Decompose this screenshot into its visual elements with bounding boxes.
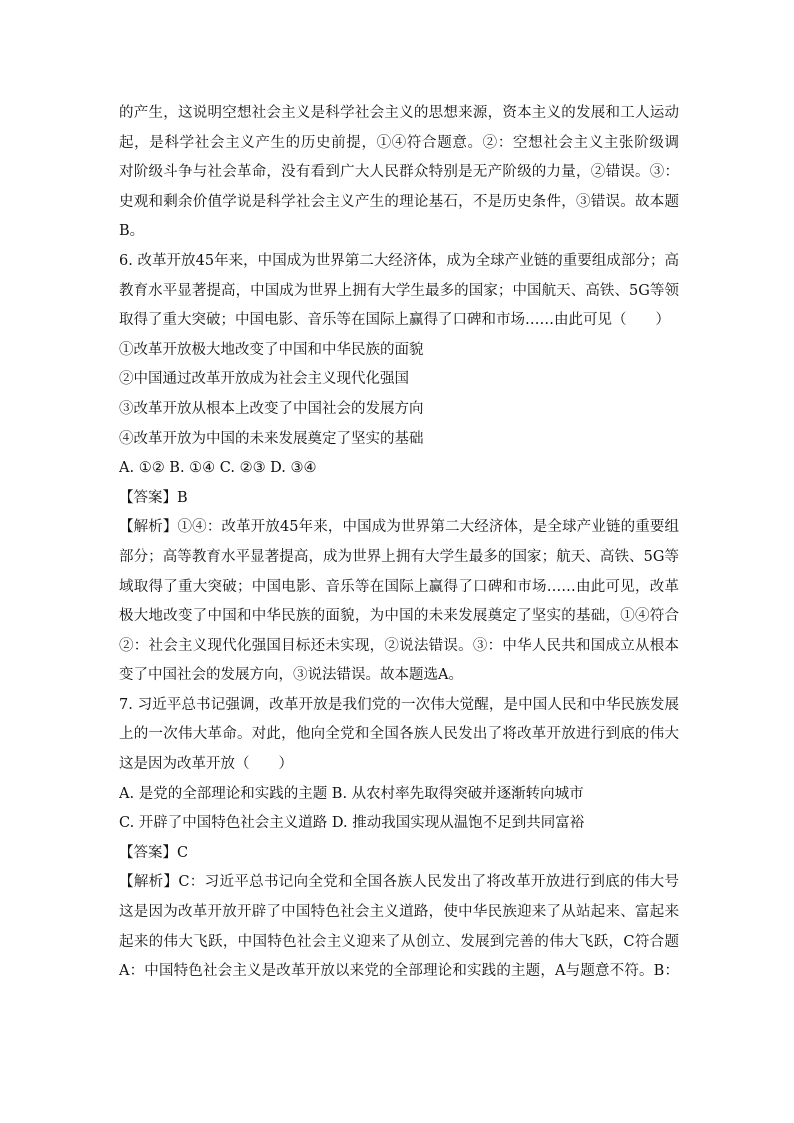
text-line: 的产生，这说明空想社会主义是科学社会主义的思想来源，资本主义的发展和工人运动 — [119, 105, 679, 121]
question-7-analysis: A：中国特色社会主义是改革开放以来党的全部理论和实践的主题，A与题意不符。B： — [119, 963, 679, 980]
question-6-stem: 教育水平显著提高，中国成为世界上拥有大学生最多的国家；中国航天、高铁、5G等领 — [119, 282, 679, 299]
question-6-analysis: 变了中国社会的发展方向，③说法错误。故本题选A。 — [119, 667, 463, 684]
question-6-answer: 【答案】B — [119, 489, 188, 506]
question-7-stem: 7. 习近平总书记强调，改革开放是我们党的一次伟大觉醒，是中国人民和中华民族发展 — [119, 696, 679, 713]
question-6-statement-3: ③改革开放从根本上改变了中国社会的发展方向 — [119, 400, 424, 417]
question-6-statement-1: ①改革开放极大地改变了中国和中华民族的面貌 — [119, 341, 424, 358]
question-7-stem: 这是因为改革开放（ ） — [119, 756, 293, 773]
question-6-analysis: 域取得了重大突破；中国电影、音乐等在国际上赢得了口碑和市场……由此可见，改革 — [119, 578, 679, 595]
question-6-statement-2: ②中国通过改革开放成为社会主义现代化强国 — [119, 371, 409, 388]
question-7-options-cd: C. 开辟了中国特色社会主义道路 D. 推动我国实现从温饱不足到共同富裕 — [119, 815, 585, 832]
question-7-stem: 上的一次伟大革命。对此，他向全党和全国各族人民发出了将改革开放进行到底的伟大 — [119, 726, 679, 743]
question-7-answer: 【答案】C — [119, 844, 189, 861]
question-6-analysis: ②：社会主义现代化强国目标还未实现，②说法错误。③：中华人民共和国成立从根本 — [119, 637, 679, 654]
question-6-stem: 取得了重大突破；中国电影、音乐等在国际上赢得了口碑和市场……由此可见（ ） — [119, 312, 670, 329]
text-line: B。 — [119, 223, 145, 240]
question-6-statement-4: ④改革开放为中国的未来发展奠定了坚实的基础 — [119, 430, 424, 447]
question-6-analysis: 部分；高等教育水平显著提高，成为世界上拥有大学生最多的国家；航天、高铁、5G等 — [119, 548, 679, 565]
question-6-options: A. ①② B. ①④ C. ②③ D. ③④ — [119, 460, 317, 477]
question-6-stem: 6. 改革开放45年来，中国成为世界第二大经济体，成为全球产业链的重要组成部分；高 — [119, 252, 679, 269]
text-line: 史观和剩余价值学说是科学社会主义产生的理论基石，不是历史条件，③错误。故本题 — [119, 193, 679, 210]
question-7-options-ab: A. 是党的全部理论和实践的主题 B. 从农村率先取得突破并逐渐转向城市 — [119, 785, 584, 802]
text-line: 起，是科学社会主义产生的历史前提，①④符合题意。②：空想社会主义主张阶级调 — [119, 134, 679, 151]
question-6-analysis: 极大地改变了中国和中华民族的面貌，为中国的未来发展奠定了坚实的基础，①④符合 — [119, 608, 679, 625]
question-6-analysis: 【解析】①④：改革开放45年来，中国成为世界第二大经济体，是全球产业链的重要组 — [119, 519, 679, 536]
question-7-analysis: 【解析】C：习近平总书记向全党和全国各族人民发出了将改革开放进行到底的伟大号 — [119, 874, 679, 891]
question-7-analysis: 这是因为改革开放开辟了中国特色社会主义道路，使中华民族迎来了从站起来、富起来 — [119, 904, 679, 921]
document-body — [119, 99, 679, 987]
text-line: 对阶级斗争与社会革命，没有看到广大人民群众特别是无产阶级的力量，②错误。③： — [119, 164, 679, 181]
question-7-analysis: 起来的伟大飞跃，中国特色社会主义迎来了从创立、发展到完善的伟大飞跃，C符合题 — [119, 933, 679, 950]
